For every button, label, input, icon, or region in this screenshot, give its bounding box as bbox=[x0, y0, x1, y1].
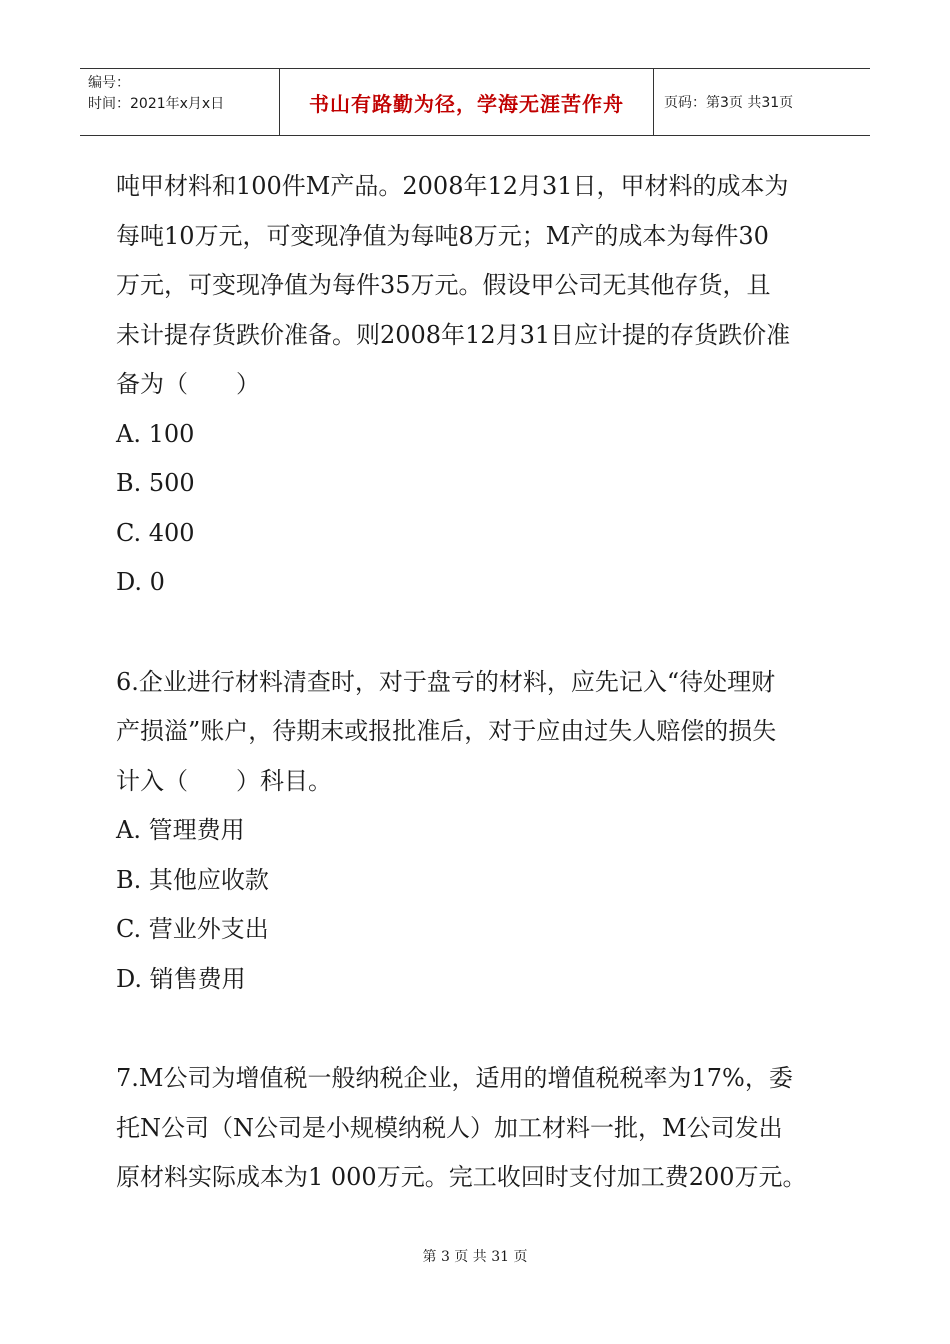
option-d: D. 0 bbox=[116, 568, 165, 596]
option-c: C. 400 bbox=[116, 518, 195, 547]
header-page-info: 页码：第3页 共31页 bbox=[664, 95, 794, 111]
option-b: B. 其他应收款 bbox=[116, 865, 269, 894]
text-line: 未计提存货跌价准备。则2008年12月31日应计提的存货跌价准 bbox=[116, 320, 791, 349]
text-line: 备为（ ） bbox=[116, 370, 260, 398]
text-line: 原材料实际成本为1 000万元。完工收回时支付加工费200万元。 bbox=[116, 1163, 807, 1191]
text-line: 产损溢”账户，待期末或报批准后，对于应由过失人赔偿的损失 bbox=[116, 717, 777, 745]
spacer bbox=[116, 608, 846, 658]
text-line: 7.M公司为增值税一般纳税企业，适用的增值税税率为17%，委 bbox=[116, 1064, 793, 1092]
text-line: 每吨10万元，可变现净值为每吨8万元；M产的成本为每件30 bbox=[116, 221, 769, 250]
question-5-stem bbox=[116, 162, 846, 410]
page-header bbox=[80, 68, 870, 136]
option-c: C. 营业外支出 bbox=[116, 915, 269, 943]
question-6-options bbox=[116, 806, 846, 1004]
text-line: 吨甲材料和100件M产品。2008年12月31日，甲材料的成本为 bbox=[116, 172, 789, 200]
question-5-options bbox=[116, 410, 846, 608]
text-line: 6.企业进行材料清查时，对于盘亏的材料，应先记入“待处理财 bbox=[116, 667, 776, 696]
question-6-stem bbox=[116, 658, 846, 807]
spacer bbox=[116, 1004, 846, 1054]
option-a: A. 管理费用 bbox=[116, 816, 245, 844]
option-d: D. 销售费用 bbox=[116, 964, 246, 993]
text-line: 万元，可变现净值为每件35万元。假设甲公司无其他存货，且 bbox=[116, 271, 771, 299]
document-body bbox=[116, 162, 846, 1203]
header-meta bbox=[80, 69, 280, 135]
option-b: B. 500 bbox=[116, 469, 195, 497]
document-date: 时间：2021年x月x日 bbox=[88, 96, 225, 112]
page-footer: 第 3 页 共 31 页 bbox=[422, 1249, 528, 1265]
header-motto: 书山有路勤为径，学海无涯苦作舟 bbox=[280, 69, 654, 135]
question-7-stem bbox=[116, 1054, 846, 1203]
document-number: 编号： bbox=[88, 75, 130, 91]
text-line: 计入（ ）科目。 bbox=[116, 766, 332, 795]
text-line: 托N公司（N公司是小规模纳税人）加工材料一批，M公司发出 bbox=[116, 1113, 783, 1142]
option-a: A. 100 bbox=[116, 419, 195, 448]
